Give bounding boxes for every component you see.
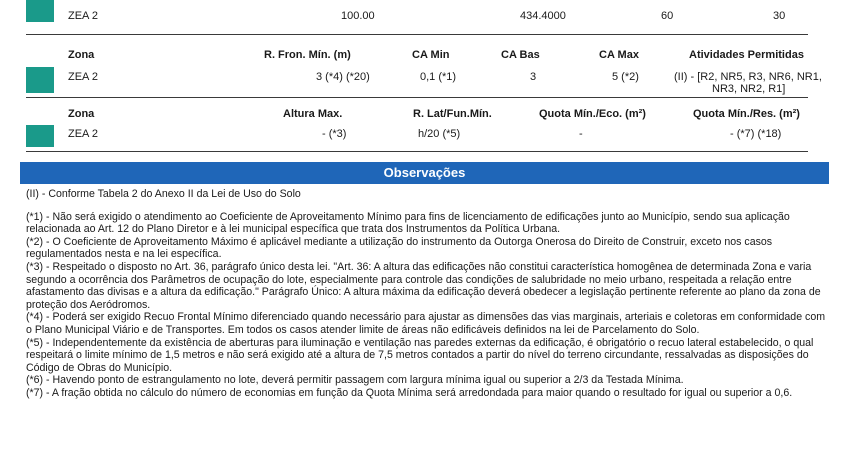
observacoes-title-bar: Observações bbox=[20, 162, 829, 184]
zone-color-square bbox=[26, 0, 54, 22]
table3-header-qres: Quota Mín./Res. (m²) bbox=[693, 108, 800, 120]
table2-camax: 5 (*2) bbox=[612, 71, 639, 83]
table1-divider bbox=[26, 34, 808, 35]
observacao-item: (II) - Conforme Tabela 2 do Anexo II da Lei de Uso do Solo bbox=[26, 188, 301, 200]
table3-header-zona: Zona bbox=[68, 108, 95, 120]
table3-qeco: - bbox=[579, 128, 583, 140]
table1-value-3: 60 bbox=[661, 10, 674, 22]
observacao-item: (*6) - Havendo ponto de estrangulamento no lote, deverá permitir passagem com largura mínima igual ou superior a 2/3 da Testada Mínima. bbox=[26, 374, 684, 387]
table3-header-altura: Altura Max. bbox=[283, 108, 343, 120]
table3-rlat: h/20 (*5) bbox=[418, 128, 461, 140]
table3-header-qeco: Quota Mín./Eco. (m²) bbox=[539, 108, 646, 120]
table2-camin: 0,1 (*1) bbox=[420, 71, 457, 83]
table2-header-camin: CA Min bbox=[412, 49, 450, 61]
observacoes-list bbox=[26, 188, 826, 400]
zone-color-square bbox=[26, 67, 54, 93]
observacao-item: (*4) - Poderá ser exigido Recuo Frontal Mínimo diferenciado quando necessário para ajustar as dimensões das vias marginais, arteriais e coletoras em conformidade com o Plano Municipal Viário e de Transportes. Em todos os casos atender limite de áreas não edificáveis definidos na lei de Parcelamento do Solo. bbox=[26, 311, 826, 336]
observacao-item: (*1) - Não será exigido o atendimento ao Coeficiente de Aproveitamento Mínimo para fins de licenciamento de edificações junto ao Município, sendo sua aplicação relacionada ao Art. 12 do Plano Diretor e à lei municipal específica que trata dos Instrumentos da Política Urbana. bbox=[26, 210, 790, 236]
table2-atividades-line2: NR3, NR2, R1] bbox=[712, 83, 786, 95]
table1-value-4: 30 bbox=[773, 10, 786, 22]
table1-value-1: 100.00 bbox=[341, 10, 375, 22]
table2-header-rfron: R. Fron. Mín. (m) bbox=[264, 49, 351, 61]
table1-zona: ZEA 2 bbox=[68, 10, 98, 22]
table3-divider bbox=[26, 151, 808, 152]
table2-zona: ZEA 2 bbox=[68, 71, 98, 83]
table2-header-cabas: CA Bas bbox=[501, 49, 540, 61]
table3-qres: - (*7) (*18) bbox=[730, 128, 782, 140]
table2-atividades-line1: (II) - [R2, NR5, R3, NR6, NR1, bbox=[674, 71, 822, 83]
observacao-item: (*3) - Respeitado o disposto no Art. 36, parágrafo único desta lei. "Art. 36: A altura das edificações não constitui característica homogênea de determinada Zona e varia segundo a ocorrência dos Parâmetros de ocupação do lote, especialmente para controle das condições de salubridade no meio urbano, respeitada a relação entre afastamento das divisas e a altura da edificação." Parágrafo Único: A altura máxima da edificação deverá obedecer a legislação pertinente referente ao plano da zona de proteção dos Aeródromos. bbox=[26, 260, 821, 311]
table2-cabas: 3 bbox=[530, 71, 537, 83]
zone-color-square bbox=[26, 125, 54, 147]
table1-value-2: 434.4000 bbox=[520, 10, 566, 22]
table2-rfron: 3 (*4) (*20) bbox=[316, 71, 370, 83]
table2-header-atividades: Atividades Permitidas bbox=[689, 49, 804, 61]
table3-zona: ZEA 2 bbox=[68, 128, 98, 140]
table2-header-zona: Zona bbox=[68, 49, 95, 61]
table2-header-camax: CA Max bbox=[599, 49, 639, 61]
table3-header-rlat: R. Lat/Fun.Mín. bbox=[413, 108, 492, 120]
table3-altura: - (*3) bbox=[322, 128, 347, 140]
observacao-item: (*5) - Independentemente da existência de aberturas para iluminação e ventilação nas paredes externas da edificação, é obrigatório o recuo lateral estabelecido, o qual respeitará o limite mínimo de 1,5 metros e não será exigido até a altura de 7,5 metros contados a partir do nível do terreno circundante, ressalvadas as disposições do Código de Obras do Município. bbox=[26, 336, 814, 374]
observacao-item: (*2) - O Coeficiente de Aproveitamento Máximo é aplicável mediante a utilização do instrumento da Outorga Onerosa do Direito de Construir, exceto nos casos regulamentados nesta e na lei específica. bbox=[26, 235, 773, 261]
observacao-item: (*7) - A fração obtida no cálculo do número de economias em função da Quota Mínima será arredondada para maior quando o resultado for igual ou superior a 0,6. bbox=[26, 386, 793, 399]
table2-divider bbox=[26, 97, 808, 98]
